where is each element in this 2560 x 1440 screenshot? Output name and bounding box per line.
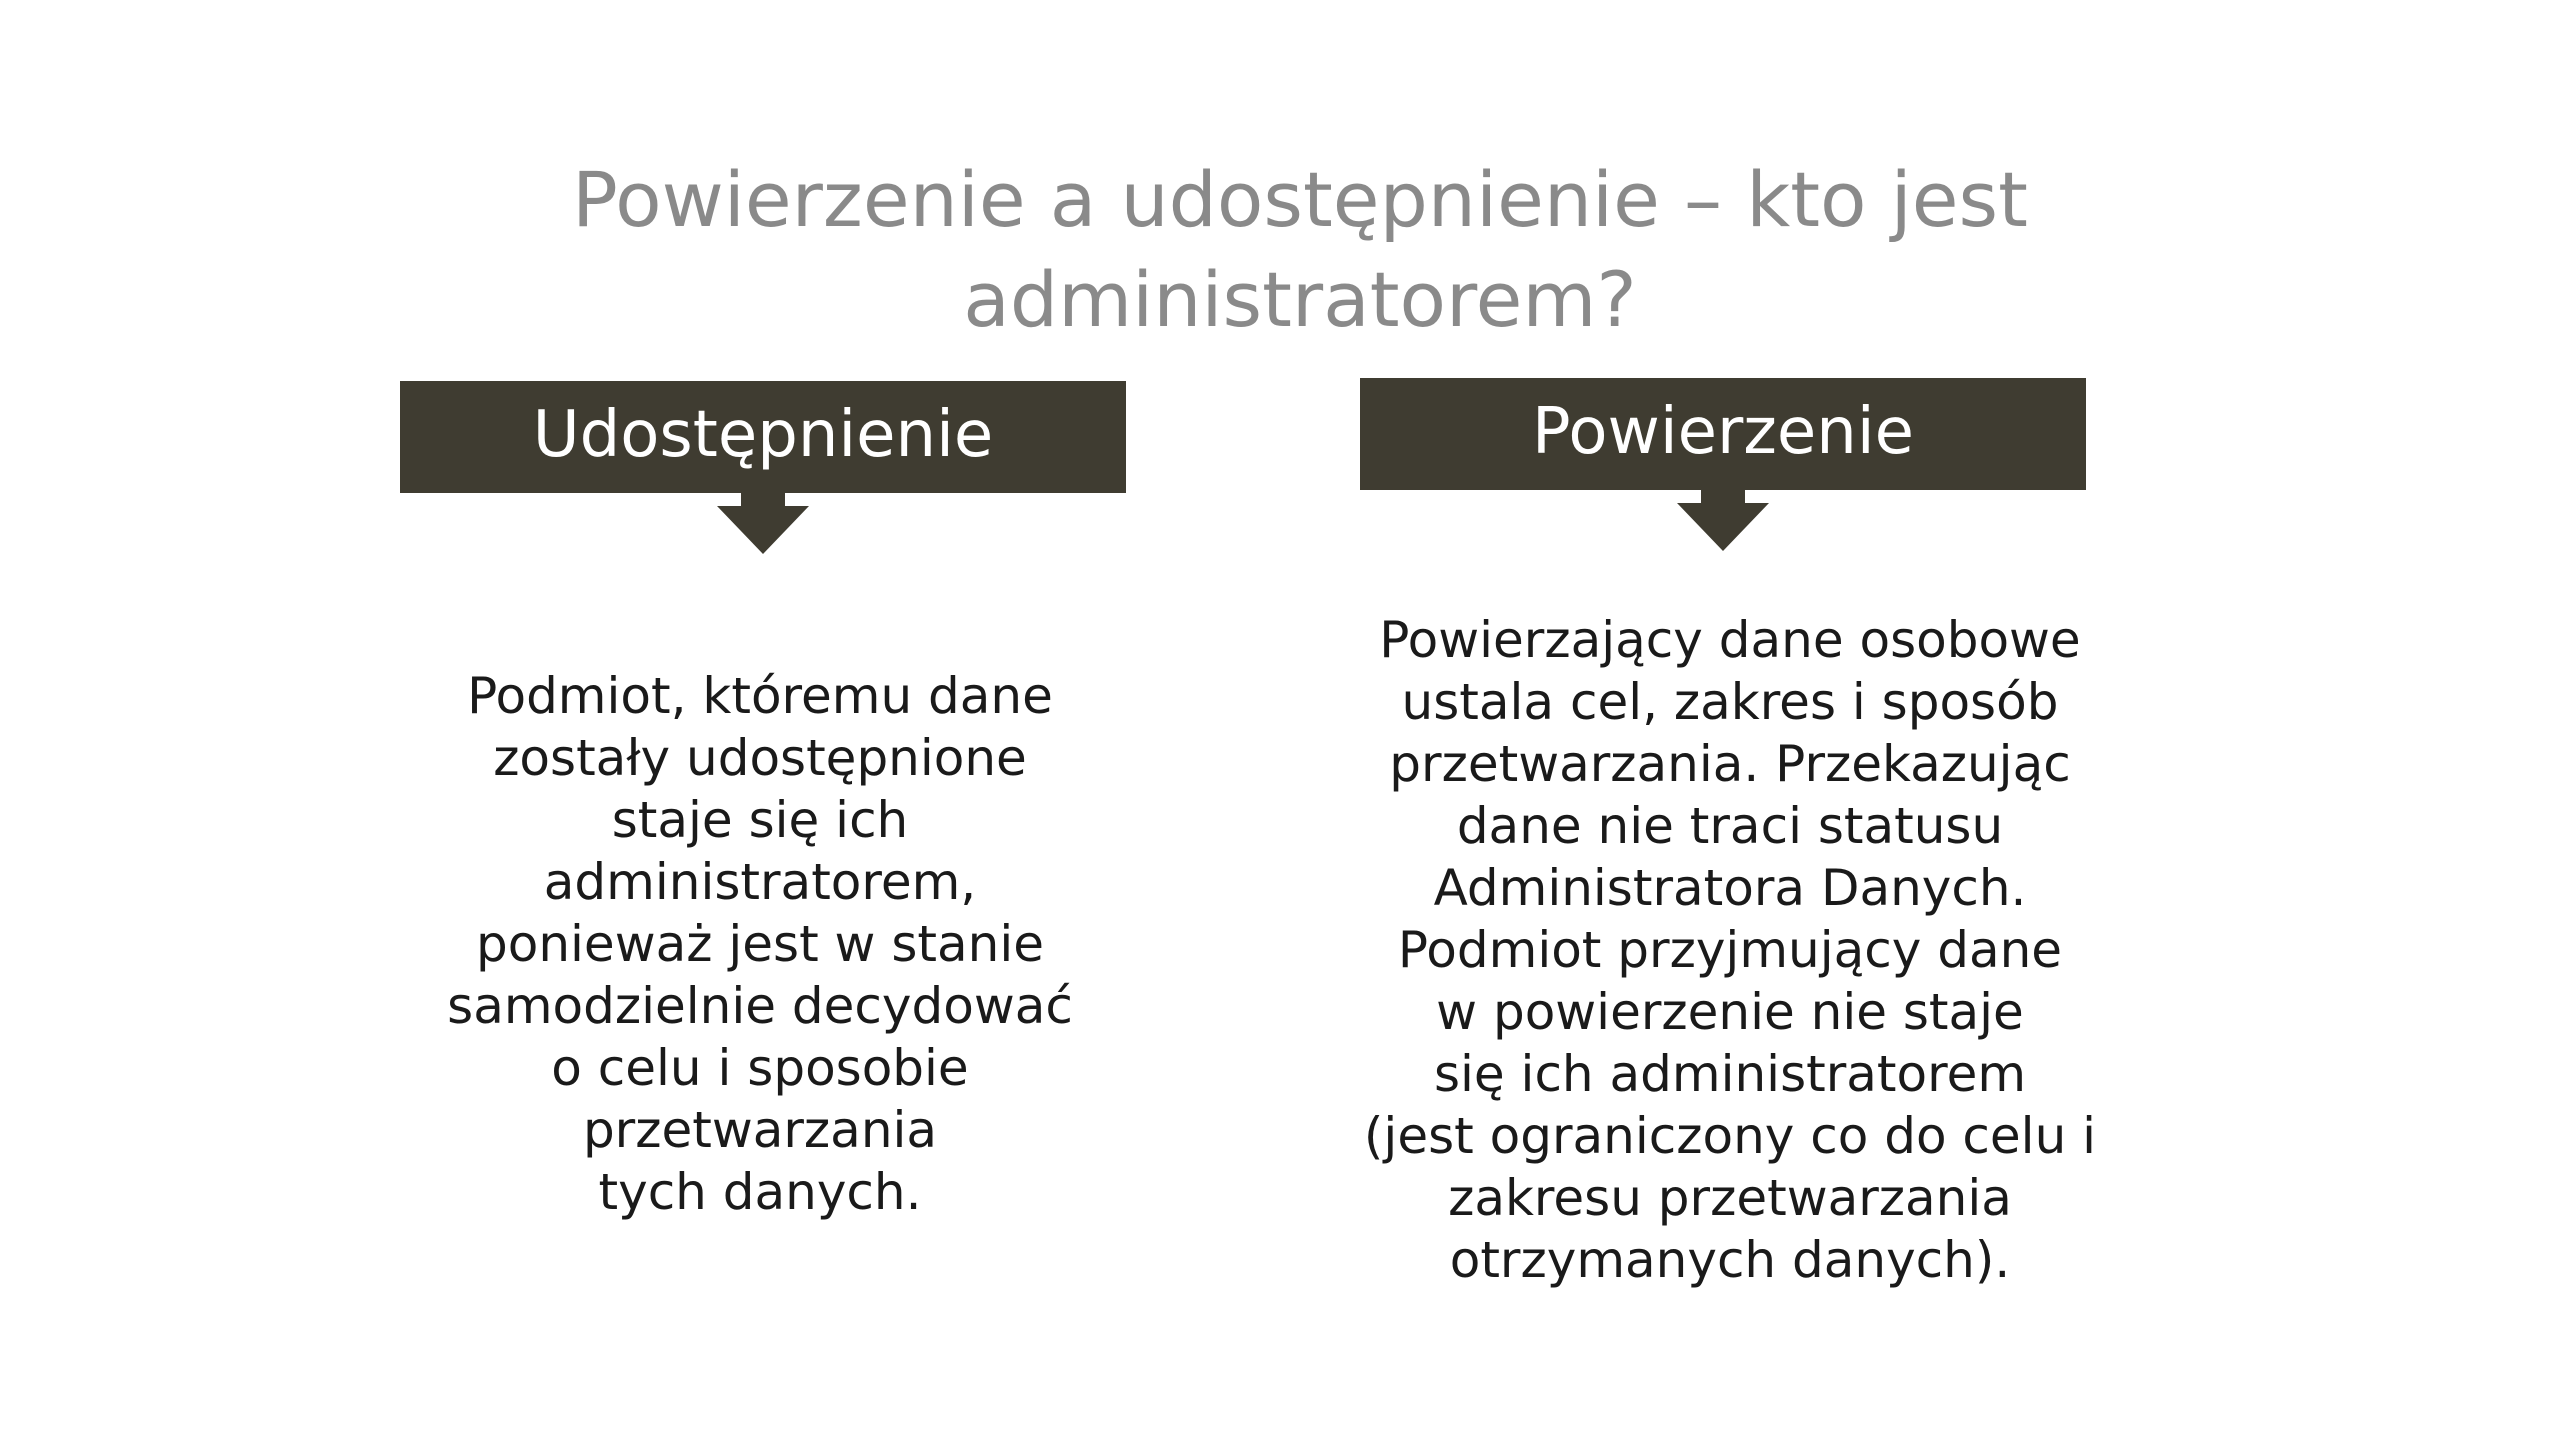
text-line: dane nie traci statusu [1456,797,2004,855]
text-line: Podmiot, któremu dane [467,667,1053,725]
udostepnienie-description [380,665,1140,1223]
text-line: się ich administratorem [1433,1045,2027,1103]
arrow-down-icon [1677,503,1769,551]
slide-title-line: administratorem? [963,255,1637,344]
text-line: w powierzenie nie staje [1436,983,2024,1041]
text-line: zakresu przetwarzania [1448,1169,2012,1227]
powierzenie-header: Powierzenie [1360,378,2086,490]
text-line: ustala cel, zakres i sposób [1401,673,2059,731]
udostepnienie-header: Udostępnienie [400,381,1126,493]
slide-title [480,150,2120,350]
text-line: Powierzający dane osobowe [1379,611,2081,669]
text-line: samodzielnie decydować [447,977,1073,1035]
text-line: Podmiot przyjmujący dane [1397,921,2063,979]
text-line: administratorem, [543,853,977,911]
slide-title-line: Powierzenie a udostępnienie – kto jest [572,155,2028,244]
text-line: (jest ograniczony co do celu i [1363,1107,2097,1165]
text-line: przetwarzania [582,1101,938,1159]
text-line: tych danych. [598,1163,922,1221]
text-line: staje się ich [611,791,909,849]
text-line: otrzymanych danych). [1449,1231,2011,1289]
text-line: ponieważ jest w stanie [476,915,1044,973]
powierzenie-description [1320,609,2140,1291]
text-line: przetwarzania. Przekazując [1389,735,2071,793]
text-line: Administratora Danych. [1433,859,2027,917]
arrow-down-icon [717,506,809,554]
text-line: o celu i sposobie [551,1039,969,1097]
text-line: zostały udostępnione [493,729,1027,787]
